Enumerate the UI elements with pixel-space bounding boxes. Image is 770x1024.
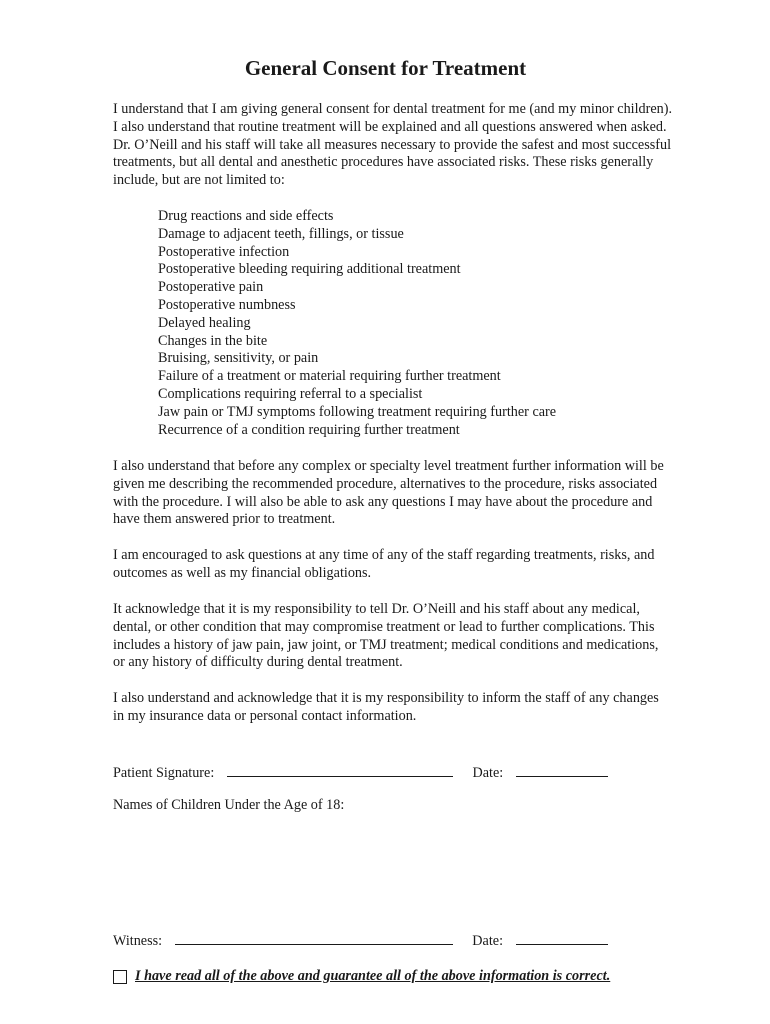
- complex-treatment-paragraph: I also understand that before any complex or specialty level treatment further information will be given me describing the recommended procedure, alternatives to the procedure, risks associated with the procedure. I will also be able to ask any questions I may have about the procedure and have them answered prior to treatment.: [113, 458, 664, 528]
- insurance-paragraph: I also understand and acknowledge that it is my responsibility to inform the staff of any changes in my insurance data or personal contact information.: [113, 690, 659, 724]
- patient-signature-row: [113, 762, 608, 782]
- responsibility-paragraph: It acknowledge that it is my responsibility to tell Dr. O’Neill and his staff about any medical, dental, or other condition that may compromise treatment or lead to further complications. This includes a history of jaw pain, jaw joint, or TMJ treatment; medical conditions and medications, or any history of difficulty during dental treatment.: [113, 601, 659, 671]
- risk-item: Damage to adjacent teeth, fillings, or tissue: [158, 225, 404, 242]
- risk-item: Postoperative numbness: [158, 296, 296, 313]
- witness-label: Witness:: [113, 933, 163, 949]
- witness-row: [113, 930, 608, 950]
- risk-item: Drug reactions and side effects: [158, 208, 334, 224]
- patient-signature-label: Patient Signature:: [113, 765, 215, 781]
- children-names-row: [113, 797, 344, 814]
- risk-item: Recurrence of a condition requiring further treatment: [158, 421, 460, 438]
- date-label: Date:: [472, 765, 504, 781]
- risk-item: Postoperative bleeding requiring additional treatment: [158, 261, 461, 278]
- confirmation-checkbox[interactable]: [113, 970, 127, 984]
- risk-item: Failure of a treatment or material requiring further treatment: [158, 368, 501, 385]
- confirmation-row: [113, 968, 610, 985]
- confirmation-text: I have read all of the above and guarantee all of the above information is correct.: [135, 968, 611, 984]
- date-field[interactable]: [516, 762, 608, 777]
- children-names-label: Names of Children Under the Age of 18:: [113, 797, 345, 813]
- risk-item: Postoperative infection: [158, 243, 290, 260]
- witness-date-field[interactable]: [516, 930, 608, 945]
- intro-paragraph: I understand that I am giving general consent for dental treatment for me (and my minor children). I also understand that routine treatment will be explained and all questions answered when asked. Dr. O’Neill and his staff will take all measures necessary to provide the safest and most successful treatments, but all dental and anesthetic procedures have associated risks. These risks generally include, but are not limited to:: [113, 101, 673, 189]
- patient-signature-field[interactable]: [227, 762, 453, 777]
- risk-item: Delayed healing: [158, 314, 251, 331]
- risk-item: Complications requiring referral to a specialist: [158, 385, 423, 402]
- risk-item: Postoperative pain: [158, 279, 264, 296]
- risk-list: [158, 208, 556, 439]
- risk-item: Bruising, sensitivity, or pain: [158, 350, 319, 367]
- risk-item: Changes in the bite: [158, 332, 268, 349]
- witness-date-label: Date:: [472, 933, 504, 949]
- witness-field[interactable]: [175, 930, 453, 945]
- page-title: General Consent for Treatment: [244, 56, 527, 80]
- questions-paragraph: I am encouraged to ask questions at any time of any of the staff regarding treatments, risks, and outcomes as well as my financial obligations.: [113, 547, 655, 581]
- risk-item: Jaw pain or TMJ symptoms following treatment requiring further care: [158, 403, 557, 420]
